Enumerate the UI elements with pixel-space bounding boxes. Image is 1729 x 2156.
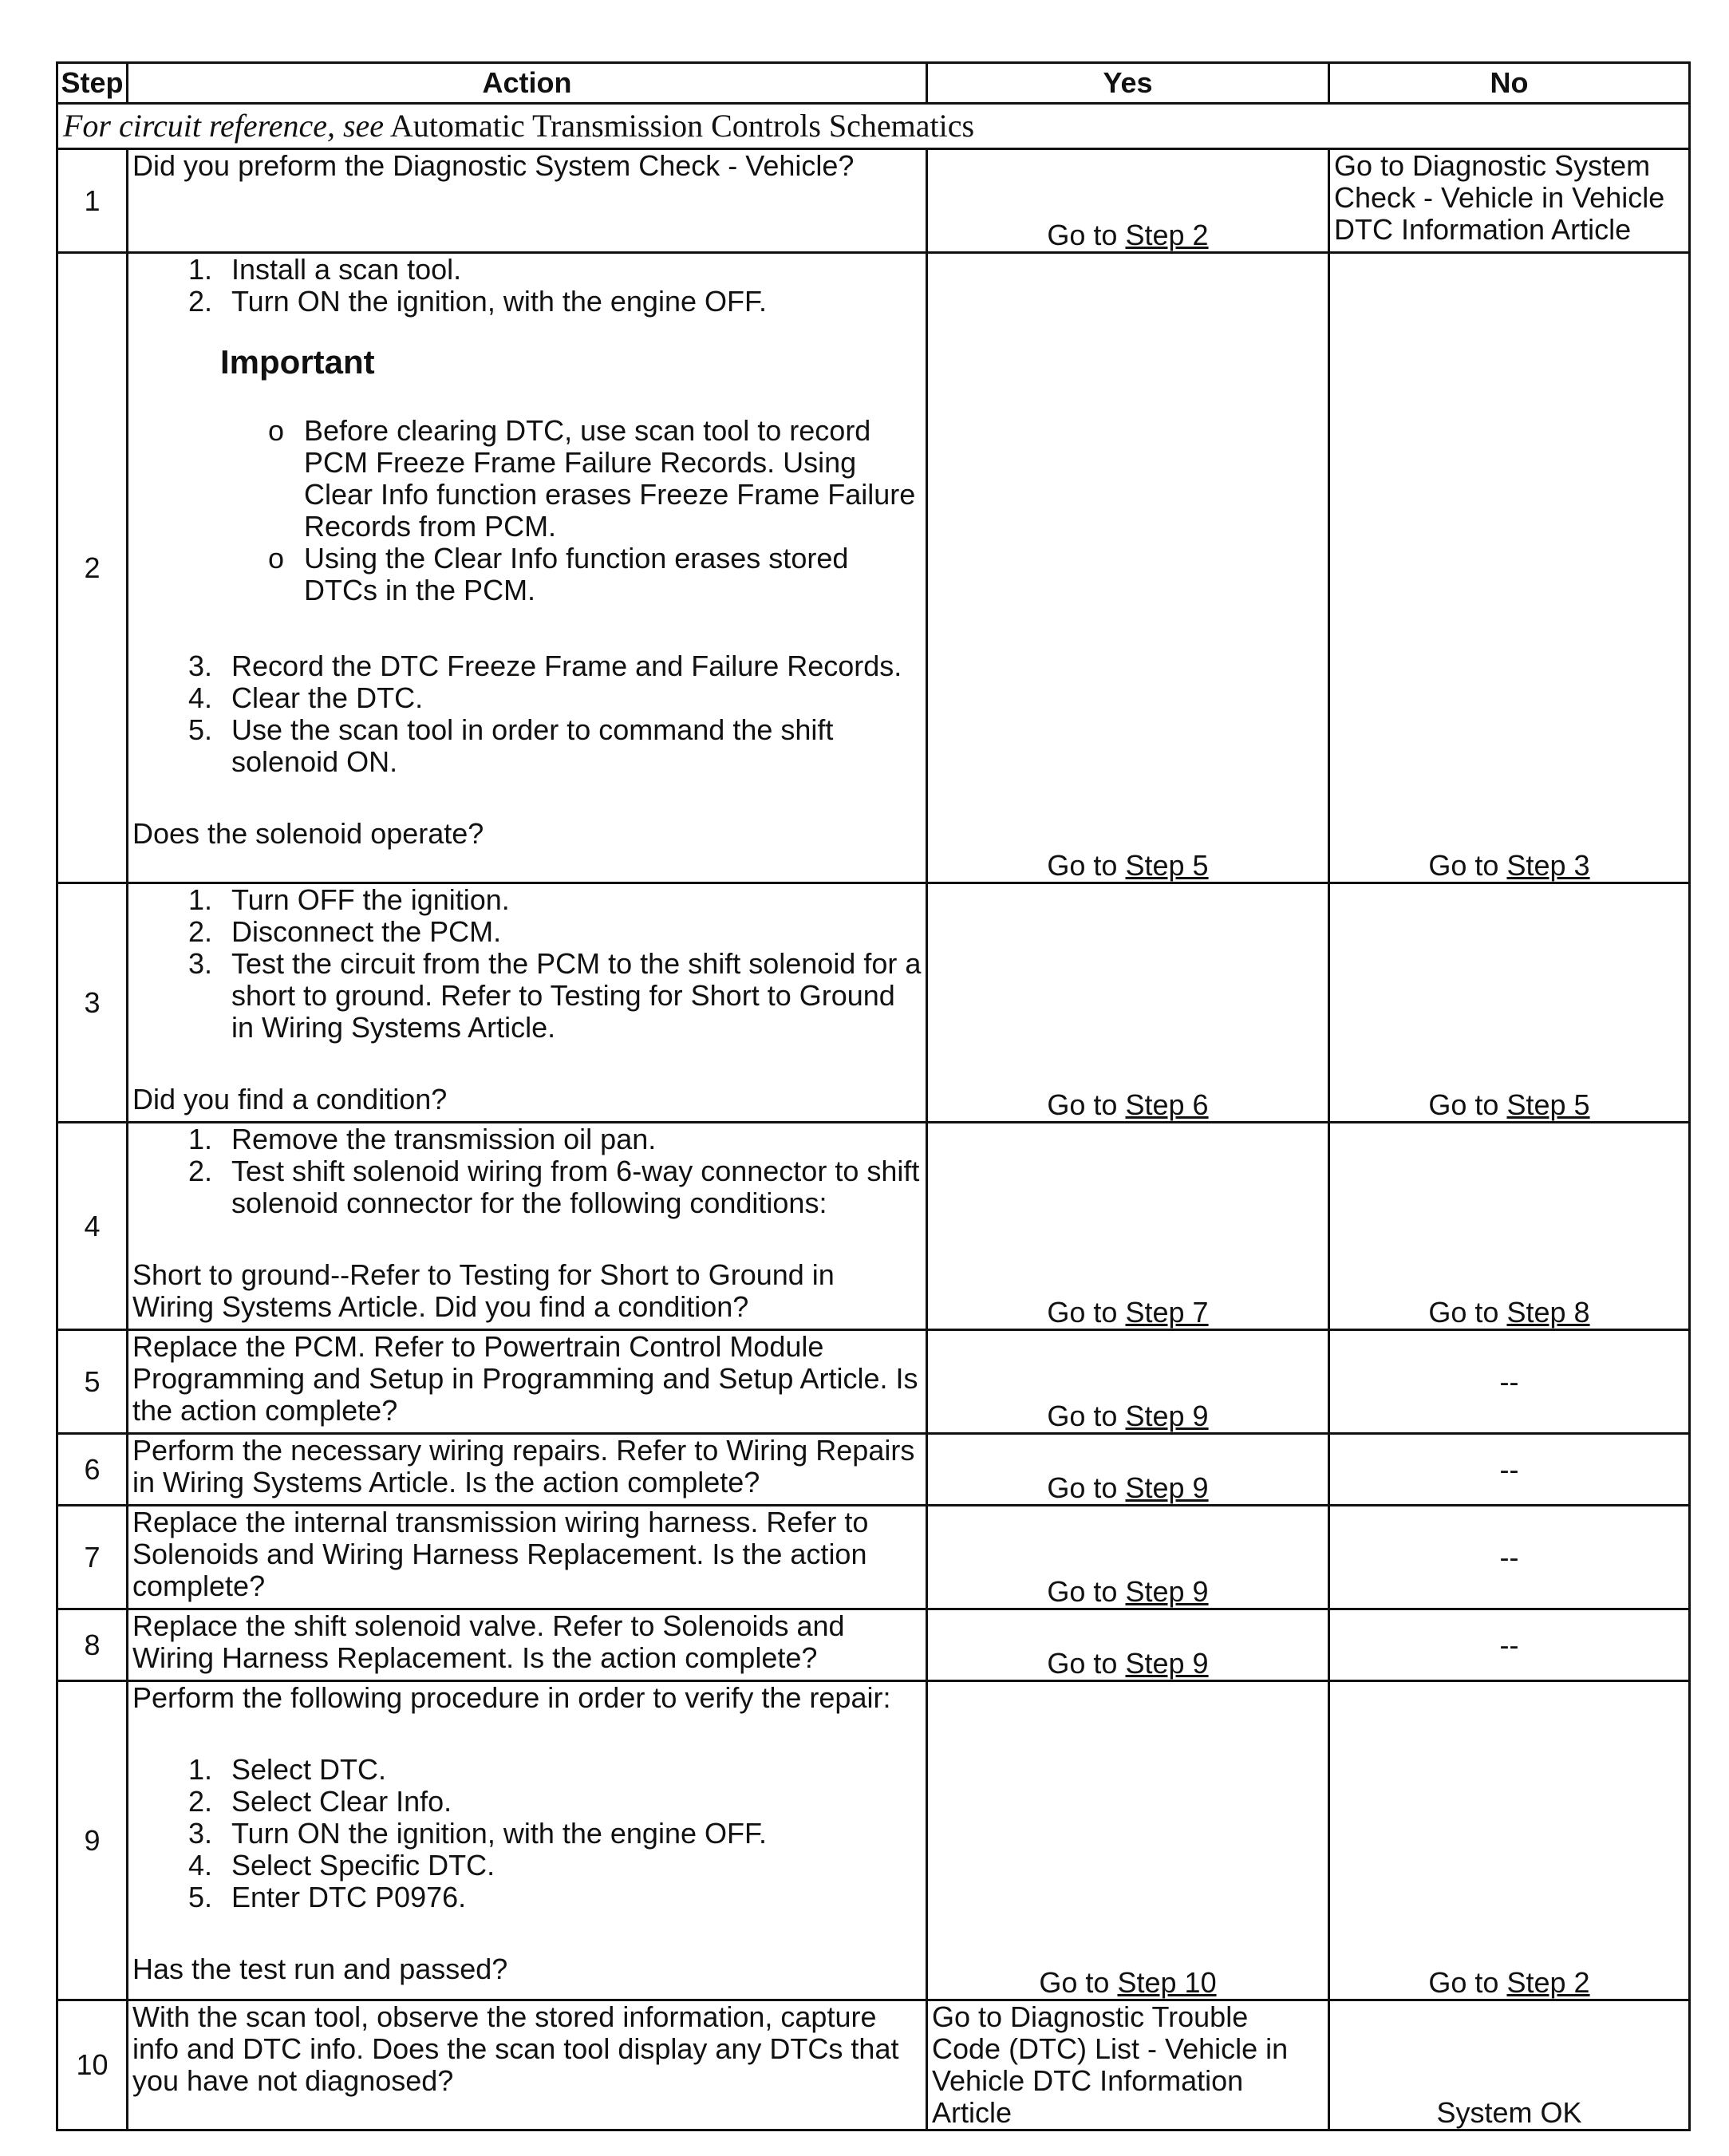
table-row xyxy=(57,253,1690,883)
action-cell xyxy=(128,1330,927,1434)
action-question: Replace the shift solenoid valve. Refer to Solenoids and Wiring Harness Replacement. Is the action complete? xyxy=(132,1609,845,1674)
important-notes xyxy=(132,415,922,606)
list-item: o Before clearing DTC, use scan tool to record PCM Freeze Frame Failure Records. Using Clear Info function erases Freeze Frame Failure Records from PCM. xyxy=(268,415,922,543)
list-item: 4. Select Specific DTC. xyxy=(220,1850,922,1882)
no-cell: Go to Step 5 xyxy=(1329,883,1690,1123)
list-item: 4. Clear the DTC. xyxy=(220,682,922,714)
yes-cell: Go to Step 9 xyxy=(927,1434,1329,1506)
list-item: 2. Select Clear Info. xyxy=(220,1786,922,1818)
step-list xyxy=(132,1754,922,1913)
step-number: 5 xyxy=(57,1330,128,1434)
list-item: 5. Use the scan tool in order to command the shift solenoid ON. xyxy=(220,714,922,778)
step-link[interactable]: Step 3 xyxy=(1506,849,1590,882)
step-link[interactable]: Step 9 xyxy=(1125,1400,1209,1432)
table-row xyxy=(57,149,1690,253)
step-list xyxy=(132,884,922,1044)
step-number: 10 xyxy=(57,2000,128,2130)
step-list xyxy=(132,650,922,778)
action-cell xyxy=(128,883,927,1123)
table-row xyxy=(57,1330,1690,1434)
list-item: 1. Install a scan tool. xyxy=(220,254,922,286)
step-link[interactable]: Step 2 xyxy=(1125,219,1209,251)
step-number: 6 xyxy=(57,1434,128,1506)
list-item: 1. Turn OFF the ignition. xyxy=(220,884,922,916)
no-cell: Go to Step 2 xyxy=(1329,1681,1690,2000)
step-number: 7 xyxy=(57,1506,128,1609)
list-item: 3. Test the circuit from the PCM to the shift solenoid for a short to ground. Refer to Testing for Short to Ground in Wiring Systems Article. xyxy=(220,948,922,1044)
step-link[interactable]: Step 6 xyxy=(1125,1088,1209,1121)
yes-cell: Go to Step 9 xyxy=(927,1330,1329,1434)
yes-cell: Go to Step 9 xyxy=(927,1506,1329,1609)
list-item: 2. Disconnect the PCM. xyxy=(220,916,922,948)
action-question: With the scan tool, observe the stored information, capture info and DTC info. Does the scan tool display any DTCs that you have not diagnosed? xyxy=(132,2000,899,2097)
step-link[interactable]: Step 10 xyxy=(1117,1966,1217,1999)
step-link[interactable]: Step 9 xyxy=(1125,1647,1209,1680)
yes-cell: Go to Step 2 xyxy=(927,149,1329,253)
action-cell xyxy=(128,2000,927,2130)
list-item: 3. Record the DTC Freeze Frame and Failure Records. xyxy=(220,650,922,682)
reference-link[interactable]: Automatic Transmission Controls Schematics xyxy=(389,108,975,144)
no-cell: Go to Step 3 xyxy=(1329,253,1690,883)
table-row xyxy=(57,1123,1690,1330)
action-cell xyxy=(128,1434,927,1506)
action-question: Does the solenoid operate? xyxy=(132,817,484,850)
list-item: 1. Remove the transmission oil pan. xyxy=(220,1123,922,1155)
table-row xyxy=(57,2000,1690,2130)
step-number: 3 xyxy=(57,883,128,1123)
table-row xyxy=(57,1609,1690,1681)
step-link[interactable]: Step 8 xyxy=(1506,1296,1590,1329)
yes-cell: Go to Step 6 xyxy=(927,883,1329,1123)
no-cell: System OK xyxy=(1329,2000,1690,2130)
header-step: Step xyxy=(57,63,128,104)
action-cell xyxy=(128,1123,927,1330)
list-item: 2. Test shift solenoid wiring from 6-way connector to shift solenoid connector for the following conditions: xyxy=(220,1155,922,1219)
action-cell xyxy=(128,149,927,253)
action-question: Perform the necessary wiring repairs. Refer to Wiring Repairs in Wiring Systems Article. Is the action complete? xyxy=(132,1434,915,1499)
action-cell xyxy=(128,1506,927,1609)
header-no: No xyxy=(1329,63,1690,104)
step-link[interactable]: Step 7 xyxy=(1125,1296,1209,1329)
action-cell xyxy=(128,1681,927,2000)
list-item: 5. Enter DTC P0976. xyxy=(220,1882,922,1913)
header-action: Action xyxy=(128,63,927,104)
no-cell: -- xyxy=(1329,1609,1690,1681)
step-list xyxy=(132,254,922,318)
list-item: 3. Turn ON the ignition, with the engine OFF. xyxy=(220,1818,922,1850)
no-cell: Go to Step 8 xyxy=(1329,1123,1690,1330)
yes-cell: Go to Step 9 xyxy=(927,1609,1329,1681)
action-cell xyxy=(128,253,927,883)
action-question: Replace the PCM. Refer to Powertrain Control Module Programming and Setup in Programming and Setup Article. Is the action complete? xyxy=(132,1330,918,1427)
action-question: Replace the internal transmission wiring harness. Refer to Solenoids and Wiring Harness Replacement. Is the action complete? xyxy=(132,1506,869,1602)
step-number: 4 xyxy=(57,1123,128,1330)
yes-cell[interactable]: Go to Diagnostic Trouble Code (DTC) List - Vehicle in Vehicle DTC Information Article xyxy=(927,2000,1329,2130)
step-number: 9 xyxy=(57,1681,128,2000)
header-yes: Yes xyxy=(927,63,1329,104)
no-cell: -- xyxy=(1329,1506,1690,1609)
diagnostic-table xyxy=(56,61,1691,2131)
yes-cell: Go to Step 5 xyxy=(927,253,1329,883)
action-question: Short to ground--Refer to Testing for Short to Ground in Wiring Systems Article. Did you find a condition? xyxy=(132,1258,835,1323)
step-number: 1 xyxy=(57,149,128,253)
list-item: 1. Select DTC. xyxy=(220,1754,922,1786)
reference-row xyxy=(57,104,1690,149)
step-link[interactable]: Step 5 xyxy=(1125,849,1209,882)
action-cell xyxy=(128,1609,927,1681)
step-link[interactable]: Step 2 xyxy=(1506,1966,1590,1999)
header-row xyxy=(57,63,1690,104)
no-cell: -- xyxy=(1329,1330,1690,1434)
action-question: Did you preform the Diagnostic System Check - Vehicle? xyxy=(132,149,855,182)
step-link[interactable]: Step 9 xyxy=(1125,1575,1209,1608)
step-link[interactable]: Step 9 xyxy=(1125,1471,1209,1504)
table-row xyxy=(57,1681,1690,2000)
list-item: 2. Turn ON the ignition, with the engine OFF. xyxy=(220,286,922,318)
important-heading: Important xyxy=(220,343,375,381)
step-link[interactable]: Step 5 xyxy=(1506,1088,1590,1121)
action-intro: Perform the following procedure in order to verify the repair: xyxy=(132,1681,891,1714)
yes-cell: Go to Step 10 xyxy=(927,1681,1329,2000)
action-question: Did you find a condition? xyxy=(132,1083,448,1116)
action-question: Has the test run and passed? xyxy=(132,1953,508,1985)
no-cell[interactable]: Go to Diagnostic System Check - Vehicle in Vehicle DTC Information Article xyxy=(1329,149,1690,253)
table-row xyxy=(57,1506,1690,1609)
list-item: o Using the Clear Info function erases stored DTCs in the PCM. xyxy=(268,543,922,606)
step-number: 8 xyxy=(57,1609,128,1681)
no-cell: -- xyxy=(1329,1434,1690,1506)
table-row xyxy=(57,1434,1690,1506)
reference-prefix: For circuit reference, see xyxy=(63,108,385,144)
table-row xyxy=(57,883,1690,1123)
step-number: 2 xyxy=(57,253,128,883)
yes-cell: Go to Step 7 xyxy=(927,1123,1329,1330)
step-list xyxy=(132,1123,922,1219)
